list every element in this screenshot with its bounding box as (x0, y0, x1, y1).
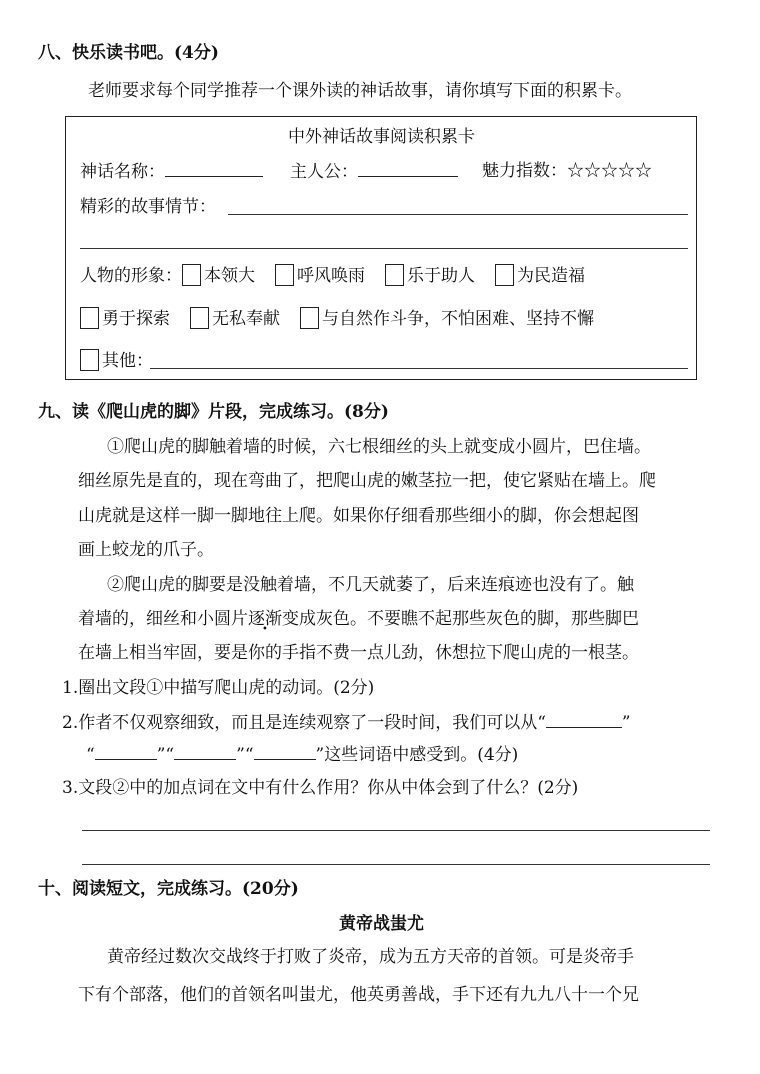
question-2-blank-2[interactable] (95, 743, 157, 760)
question-3: 3.文段②中的加点词在文中有什么作用？你从中体会到了什么？(2分) (62, 778, 579, 798)
checkbox-4[interactable] (495, 264, 514, 286)
checkbox-6[interactable] (190, 307, 209, 329)
option-2: 呼风唤雨 (297, 266, 365, 286)
checkbox-7[interactable] (300, 307, 319, 329)
plot-label: 精彩的故事情节： (80, 197, 216, 217)
image-row-1 (80, 264, 585, 287)
quote-open-2: “ (86, 745, 95, 765)
option-3: 乐于助人 (407, 266, 475, 286)
option-6: 无私奉献 (212, 309, 280, 329)
charm-row (482, 160, 652, 182)
other-answer-line[interactable] (150, 368, 688, 369)
question-2-line-1 (62, 711, 631, 734)
other-row (80, 349, 153, 372)
section-9-heading: 九、读《爬山虎的脚》片段，完成练习。(8分) (38, 402, 389, 422)
image-label: 人物的形象： (80, 266, 182, 286)
passage-1-line-3: 山虎就是这样一脚一脚地往上爬。如果你仔细看那些细小的脚，你会想起图 (78, 506, 639, 526)
quote-close-3: ” (236, 745, 245, 765)
option-4: 为民造福 (517, 266, 585, 286)
section-10-heading: 十、阅读短文，完成练习。(20分) (38, 879, 299, 899)
checkbox-other[interactable] (80, 349, 99, 371)
checkbox-1[interactable] (182, 264, 201, 286)
question-2-tail: 这些词语中感受到。(4分) (324, 745, 519, 765)
passage-1-line-2: 细丝原先是直的，现在弯曲了，把爬山虎的嫩茎拉一把，使它紧贴在墙上。爬 (78, 471, 656, 491)
passage-2-line-3: 在墙上相当牢固，要是你的手指不费一点儿劲，休想拉下爬山虎的一根茎。 (78, 643, 639, 663)
question-3-answer-line-2[interactable] (82, 864, 710, 865)
plot-answer-line-2[interactable] (80, 248, 688, 249)
passage-1-line-1: ①爬山虎的脚触着墙的时候，六七根细丝的头上就变成小圆片，巴住墙。 (107, 437, 651, 457)
question-2-line-2 (86, 743, 518, 766)
question-2-blank-1[interactable] (546, 711, 622, 728)
checkbox-3[interactable] (385, 264, 404, 286)
question-2-close-quote: ” (621, 713, 631, 733)
option-5: 勇于探索 (102, 309, 170, 329)
question-2-blank-4[interactable] (254, 743, 316, 760)
story-title: 黄帝战蚩尤 (339, 914, 424, 934)
checkbox-2[interactable] (275, 264, 294, 286)
section-8-intro: 老师要求每个同学推荐一个课外读的神话故事，请你填写下面的积累卡。 (88, 81, 632, 101)
story-line-1: 黄帝经过数次交战终于打败了炎帝，成为五方天帝的首领。可是炎帝手 (107, 947, 634, 967)
passage-2-line-1: ②爬山虎的脚要是没触着墙，不几天就萎了，后来连痕迹也没有了。触 (107, 575, 634, 595)
quote-close-2: ” (156, 745, 166, 765)
quote-open-4: “ (244, 745, 254, 765)
passage-2-line-2-b: 变成灰色。不要瞧不起那些灰色的脚，那些脚巴 (282, 609, 639, 629)
charm-stars[interactable]: ☆☆☆☆☆ (567, 161, 652, 181)
dotted-word: 逐渐 (248, 609, 282, 629)
question-3-answer-line-1[interactable] (82, 830, 710, 831)
myth-name-blank[interactable] (165, 160, 263, 177)
hero-row (290, 160, 458, 183)
hero-blank[interactable] (358, 160, 458, 177)
question-2-text: 2.作者不仅观察细致，而且是连续观察了一段时间，我们可以从“ (62, 713, 546, 733)
other-label: 其他： (102, 351, 153, 371)
question-2-blank-3[interactable] (174, 743, 236, 760)
option-1: 本领大 (204, 266, 255, 286)
myth-name-row (80, 160, 263, 183)
question-1: 1.圈出文段①中描写爬山虎的动词。(2分) (62, 678, 375, 698)
charm-label: 魅力指数： (482, 161, 567, 181)
passage-2-line-2-a: 着墙的，细丝和小圆片 (78, 609, 248, 629)
myth-name-label: 神话名称： (80, 162, 165, 182)
passage-1-line-4: 画上蛟龙的爪子。 (78, 540, 214, 560)
passage-2-line-2 (78, 608, 639, 630)
checkbox-5[interactable] (80, 307, 99, 329)
card-title: 中外神话故事阅读积累卡 (288, 127, 475, 147)
plot-answer-line-1[interactable] (228, 214, 688, 215)
story-line-2: 下有个部落，他们的首领名叫蚩尤，他英勇善战，手下还有九九八十一个兄 (78, 985, 639, 1005)
quote-open-3: “ (165, 745, 175, 765)
section-8-heading: 八、快乐读书吧。(4分) (38, 43, 219, 63)
option-7: 与自然作斗争，不怕困难、坚持不懈 (322, 309, 594, 329)
hero-label: 主人公： (290, 162, 358, 182)
quote-close-4: ” (315, 745, 325, 765)
image-row-2 (80, 307, 594, 330)
